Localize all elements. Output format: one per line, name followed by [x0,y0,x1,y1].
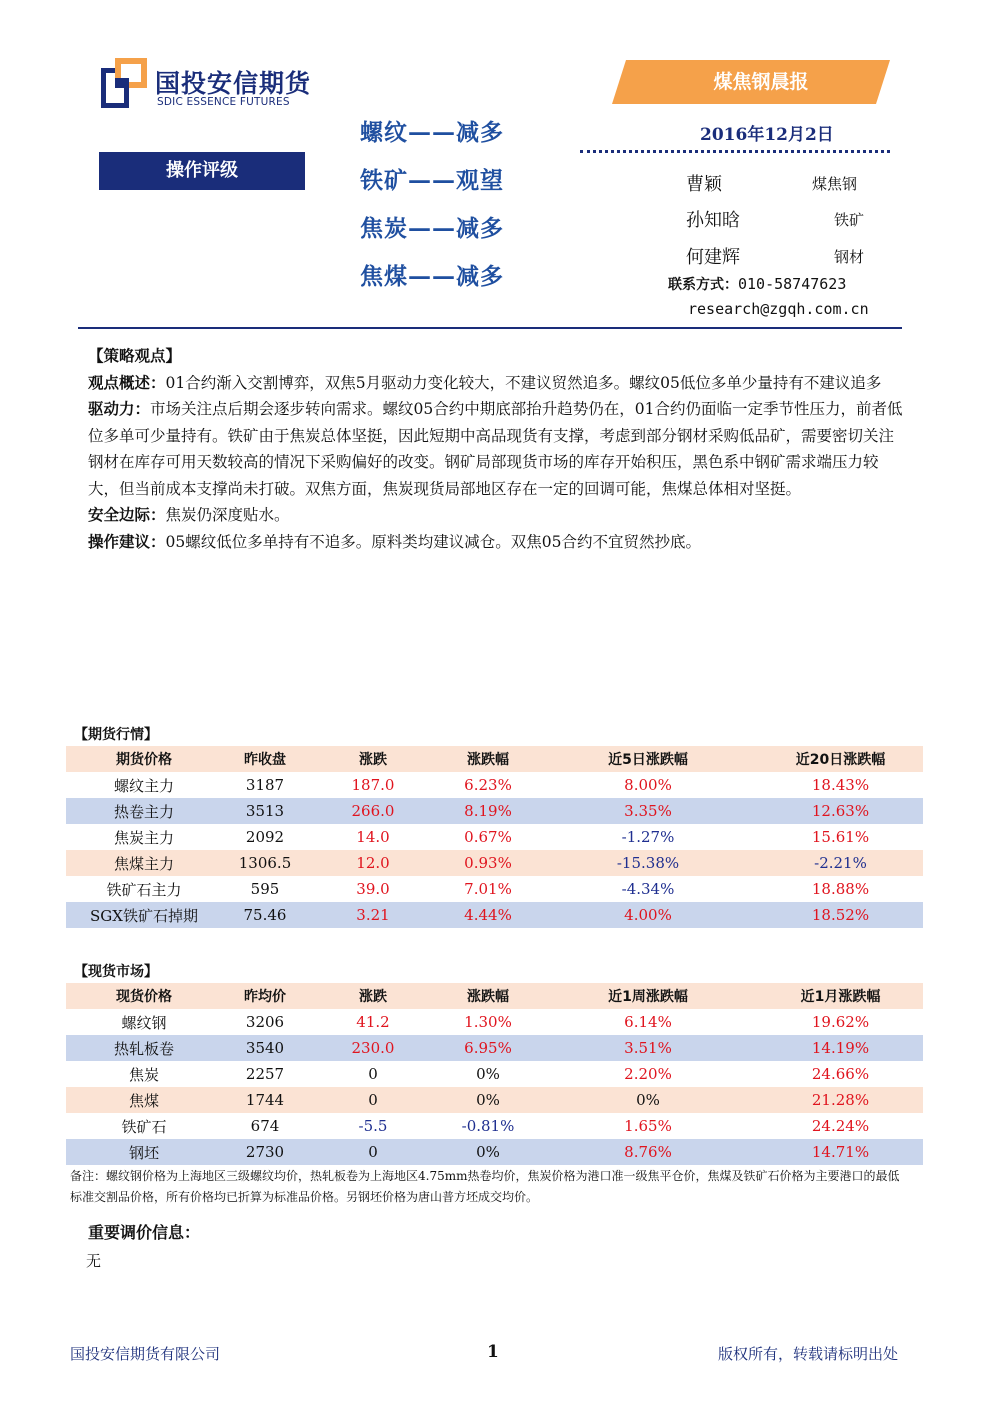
cell-name: 铁矿石主力 [106,880,182,899]
cell-1w: 6.14% [624,1013,672,1031]
futures-title: 【期货行情】 [74,727,158,743]
cell-pct: 6.95% [464,1039,512,1057]
cell-avg: 1744 [245,1091,285,1109]
cell-20d: 12.63% [811,802,870,820]
table-row [66,1009,923,1035]
cell-change: 3.21 [356,906,390,924]
important-heading: 重要调价信息： [88,1223,201,1242]
cell-5d: 4.00% [624,906,672,924]
strategy-driver: 驱动力：市场关注点后期会逐步转向需求。螺纹05合约中期底部抬升趋势仍在，01合约仍面临一定季节性压力，前者低位多单可少量持有。铁矿由于焦炭总体坚挺，因此短期中高品现货有支撑，考虑到部分钢材采购低品矿，需要密切关注钢材在库存可用天数较高的情况下采购偏好的改变。钢矿局部现货市场的库存开始积压，黑色系中钢矿需求端压力较大，但当前成本支撑尚未打破。双焦方面，焦炭现货局部地区存在一定的回调可能，焦煤总体相对坚挺。 [88,399,903,498]
col-header: 近1月涨跌幅 [800,989,881,1005]
cell-pct: 0% [476,1143,500,1161]
cell-pct: 0% [476,1065,500,1083]
cell-name: 焦煤 [128,1091,159,1110]
analyst-name: 孙知晗 [686,210,740,231]
table-row [66,824,923,850]
analyst-name: 何建辉 [686,247,740,268]
col-header: 现货价格 [116,989,172,1005]
cell-pct: 7.01% [464,880,512,898]
cell-20d: 15.61% [811,828,870,846]
col-header: 近5日涨跌幅 [608,752,688,768]
cell-name: 焦炭主力 [113,828,174,847]
cell-5d: -4.34% [621,880,675,898]
dotted-divider [580,150,890,153]
cell-name: SGX铁矿石掉期 [90,906,198,925]
cell-1w: 1.65% [624,1117,672,1135]
rating-item-rebar: 螺纹——减多 [360,119,504,146]
cell-1w: 3.51% [624,1039,672,1057]
rating-item-coking-coal: 焦煤——减多 [360,263,504,290]
cell-20d: 18.43% [811,776,870,794]
cell-20d: 18.52% [811,906,870,924]
cell-1m: 21.28% [811,1091,870,1109]
cell-1w: 2.20% [624,1065,672,1083]
strategy-heading: 【策略观点】 [88,346,182,365]
cell-avg: 2730 [245,1143,285,1161]
company-name-cn: 国投安信期货 [155,69,312,98]
table-row [66,1139,923,1165]
analyst-role: 铁矿 [834,211,865,229]
cell-1m: 19.62% [811,1013,870,1031]
analyst-role: 钢材 [834,248,865,266]
cell-close: 1306.5 [238,854,292,872]
table-note: 备注：螺纹钢价格为上海地区三级螺纹均价，热轧板卷为上海地区4.75mm热卷均价，焦炭价格为港口准一级焦平仓价，焦煤及铁矿石价格为主要港口的最低标准交割品价格，所有价格均已折算为标准品价格。另钢坯价格为唐山普方坯成交均价。 [70,1169,900,1204]
cell-pct: -0.81% [461,1117,515,1135]
cell-pct: 4.44% [464,906,512,924]
cell-change: 39.0 [356,880,390,898]
table-header-row [66,983,923,1009]
col-header: 涨跌幅 [467,752,509,768]
col-header: 昨收盘 [244,752,286,768]
strategy-section [88,343,904,555]
cell-change: 230.0 [351,1039,395,1057]
col-header: 近1周涨跌幅 [608,989,688,1005]
cell-change: -5.5 [358,1117,388,1135]
strategy-advice: 操作建议：05螺纹低位多单持有不追多。原料类均建议减仓。双焦05合约不宜贸然抄底。 [88,531,701,551]
table-row [66,772,923,798]
cell-1m: 24.24% [811,1117,870,1135]
table-header-row [66,746,923,772]
cell-5d: 8.00% [624,776,672,794]
cell-avg: 674 [250,1117,280,1135]
rating-item-coke: 焦炭——减多 [360,215,504,242]
contact-label: 联系方式： [668,277,738,293]
table-row [66,1035,923,1061]
cell-close: 75.46 [243,906,287,924]
table-row [66,876,923,902]
cell-1w: 8.76% [624,1143,672,1161]
table-row [66,1113,923,1139]
futures-table [66,746,923,928]
spot-table [66,983,923,1165]
analyst-name: 曹颖 [686,174,722,195]
cell-name: 焦炭 [128,1065,159,1084]
col-header: 期货价格 [116,752,172,768]
header-divider [78,327,902,329]
strategy-overview: 观点概述：01合约渐入交割博弈，双焦5月驱动力变化较大，不建议贸然追多。螺纹05低位多单少量持有不建议追多 [88,372,882,392]
contact-email[interactable]: research@zgqh.com.cn [688,300,869,318]
cell-change: 41.2 [356,1013,390,1031]
cell-change: 266.0 [351,802,395,820]
cell-pct: 1.30% [464,1013,512,1031]
cell-5d: -1.27% [621,828,675,846]
cell-1m: 24.66% [811,1065,870,1083]
cell-name: 螺纹主力 [113,776,174,795]
cell-name: 钢坯 [128,1143,159,1162]
contact-line [668,274,846,294]
cell-20d: 18.88% [811,880,870,898]
company-logo-icon [101,58,147,108]
cell-5d: -15.38% [616,854,680,872]
report-title: 煤焦钢晨报 [713,71,809,93]
cell-name: 热卷主力 [113,802,174,821]
table-row [66,1087,923,1113]
cell-pct: 0.93% [464,854,512,872]
cell-close: 595 [250,880,280,898]
cell-close: 2092 [245,828,285,846]
cell-close: 3187 [245,776,285,794]
cell-20d: -2.21% [814,854,867,872]
contact-phone: 010-58747623 [738,275,847,293]
cell-1w: 0% [636,1091,660,1109]
cell-change: 0 [368,1065,378,1083]
company-name-en: SDIC ESSENCE FUTURES [157,96,290,108]
table-row [66,798,923,824]
cell-name: 热轧板卷 [113,1039,174,1058]
cell-change: 187.0 [351,776,395,794]
col-header: 昨均价 [244,989,286,1005]
cell-5d: 3.35% [624,802,672,820]
footer-company: 国投安信期货有限公司 [70,1345,221,1363]
analyst-role: 煤焦钢 [812,175,858,193]
cell-change: 0 [368,1143,378,1161]
cell-pct: 6.23% [464,776,512,794]
footer-copyright: 版权所有，转载请标明出处 [718,1345,899,1363]
cell-pct: 0.67% [464,828,512,846]
cell-close: 3513 [245,802,285,820]
col-header: 近20日涨跌幅 [795,752,886,768]
cell-avg: 3206 [245,1013,285,1031]
spot-title: 【现货市场】 [74,964,158,980]
important-value: 无 [86,1252,102,1270]
table-row [66,1061,923,1087]
table-row [66,850,923,876]
cell-change: 0 [368,1091,378,1109]
cell-1m: 14.71% [811,1143,870,1161]
cell-pct: 8.19% [464,802,512,820]
strategy-safety: 安全边际：焦炭仍深度贴水。 [88,505,290,524]
cell-avg: 3540 [245,1039,285,1057]
cell-change: 12.0 [356,854,390,872]
cell-change: 14.0 [356,828,390,846]
cell-1m: 14.19% [811,1039,870,1057]
table-row [66,902,923,928]
cell-name: 铁矿石 [121,1117,167,1136]
rating-item-iron-ore: 铁矿——观望 [360,167,504,194]
cell-name: 螺纹钢 [121,1013,167,1032]
cell-pct: 0% [476,1091,500,1109]
cell-name: 焦煤主力 [113,854,174,873]
col-header: 涨跌 [359,989,387,1005]
report-date: 2016年12月2日 [700,125,834,145]
col-header: 涨跌幅 [467,989,509,1005]
col-header: 涨跌 [359,752,387,768]
rating-label: 操作评级 [99,152,305,190]
cell-avg: 2257 [245,1065,285,1083]
page-number: 1 [487,1342,499,1362]
